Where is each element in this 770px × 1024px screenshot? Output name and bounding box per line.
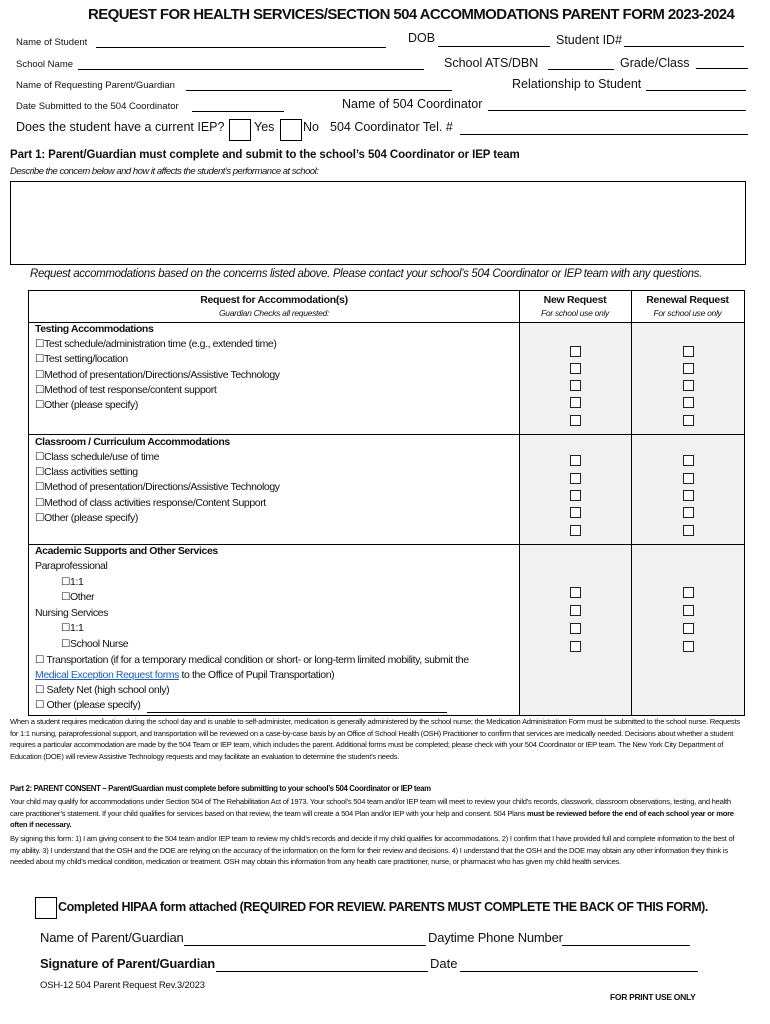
testing-heading: Testing Accommodations <box>35 323 154 335</box>
iep-yes-label: Yes <box>254 120 275 134</box>
new-request-checkbox[interactable] <box>570 363 581 374</box>
col-new-header: New Request <box>543 294 607 306</box>
testing-item[interactable]: ☐Test setting/location <box>35 353 128 365</box>
new-request-checkbox[interactable] <box>570 397 581 408</box>
school-use-shading <box>520 323 744 715</box>
hipaa-checkbox[interactable] <box>35 897 57 919</box>
new-request-checkbox[interactable] <box>570 415 581 426</box>
hipaa-label: Completed HIPAA form attached (REQUIRED FOR REVIEW. PARENTS MUST COMPLETE THE BACK OF THIS FORM). <box>58 900 708 914</box>
school-name-field[interactable] <box>78 69 424 70</box>
renewal-request-checkbox[interactable] <box>683 525 694 536</box>
new-request-checkbox[interactable] <box>570 507 581 518</box>
col-renewal-sub: For school use only <box>653 308 722 318</box>
new-request-checkbox[interactable] <box>570 641 581 652</box>
renewal-request-checkbox[interactable] <box>683 587 694 598</box>
nurse-1to1-option[interactable]: ☐1:1 <box>61 622 84 634</box>
school-ats-label: School ATS/DBN <box>444 56 539 70</box>
paraprofessional-label: Paraprofessional <box>35 560 108 572</box>
accommodation-table <box>28 290 745 716</box>
other-option[interactable]: ☐ Other (please specify) <box>35 699 141 711</box>
safety-net-option[interactable]: ☐ Safety Net (high school only) <box>35 684 170 696</box>
col-accommodation-header: Request for Accommodation(s) <box>200 294 348 306</box>
medication-note: When a student requires medication during the school day and is unable to self-administer, medication is generally administered by the school nurse; the Medication Administration Form must be submitted to the school nurse. Requests for 1:1 nursing, paraprofessional support, and transportation will be reviewed on a case-by-case basis by an Office of School Health (OSH) Practitioner to confirm that services are medically needed. Decisions about whether a student requires a particular accommodation are made by the 504 Team or IEP team, which includes the parent. Additional forms must be completed; please check with your 504 Coordinator or IEP team. The New York City Department of Education (DOE) will review Assistive Technology requests and may facilitate an evaluation to determine the student’s needs. <box>10 717 740 761</box>
parent-name-field[interactable] <box>186 90 452 91</box>
signature-field[interactable] <box>216 971 428 972</box>
transportation-end: to the Office of Pupil Transportation) <box>179 669 335 681</box>
classroom-item[interactable]: ☐Class schedule/use of time <box>35 451 160 463</box>
iep-question: Does the student have a current IEP? <box>16 120 225 134</box>
new-request-checkbox[interactable] <box>570 623 581 634</box>
parent-name-label: Name of Requesting Parent/Guardian <box>16 80 175 91</box>
student-id-field[interactable] <box>624 46 744 47</box>
iep-yes-checkbox[interactable] <box>229 119 251 141</box>
classroom-item[interactable]: ☐Class activities setting <box>35 466 138 478</box>
classroom-heading: Classroom / Curriculum Accommodations <box>35 436 230 448</box>
renewal-request-checkbox[interactable] <box>683 415 694 426</box>
para-other-option[interactable]: ☐Other <box>61 591 95 603</box>
dob-field[interactable] <box>438 46 550 47</box>
nursing-label: Nursing Services <box>35 607 108 619</box>
col-new-sub: For school use only <box>540 308 609 318</box>
transportation-option[interactable]: ☐ Transportation (if for a temporary medical condition or short- or long-term limited mobility, submit the <box>35 654 469 666</box>
student-id-label: Student ID# <box>556 33 623 47</box>
medical-exception-link[interactable]: Medical Exception Request forms <box>35 669 180 681</box>
iep-no-checkbox[interactable] <box>280 119 302 141</box>
part1-instruction: Describe the concern below and how it affects the student’s performance at school: <box>10 166 319 177</box>
signature-label: Signature of Parent/Guardian <box>40 956 215 971</box>
phone-field[interactable] <box>562 945 690 946</box>
date-submitted-field[interactable] <box>192 111 284 112</box>
renewal-request-checkbox[interactable] <box>683 641 694 652</box>
new-request-checkbox[interactable] <box>570 473 581 484</box>
part2-heading: Part 2: PARENT CONSENT – Parent/Guardian must complete before submitting to your school’s 504 Coordinator or IEP team <box>10 784 431 793</box>
new-request-checkbox[interactable] <box>570 525 581 536</box>
para-1to1-option[interactable]: ☐1:1 <box>61 576 84 588</box>
date-label: Date <box>430 956 458 971</box>
renewal-request-checkbox[interactable] <box>683 623 694 634</box>
classroom-item[interactable]: ☐Method of class activities response/Content Support <box>35 497 266 509</box>
part2-paragraph2: By signing this form: 1) I am giving consent to the 504 team and/or IEP team to review my child’s records and decide if my child qualifies for accommodations. 2) I confirm that I have provided full and complete information to the best of my ability. 3) I understand that the OSH and the DOE are relying on the accuracy of the information on the form for their review and decisions. 4) I understand that the OSH and the DOE may obtain any other information they think is needed about my child’s medical condition, medication or treatment. OSH may obtain this information from any health care practitioner, nurse, or pharmacist who has given my child health services. <box>10 834 735 867</box>
academic-heading: Academic Supports and Other Services <box>35 545 218 557</box>
form-title: REQUEST FOR HEALTH SERVICES/SECTION 504 ACCOMMODATIONS PARENT FORM 2023-2024 <box>88 6 735 23</box>
school-ats-field[interactable] <box>548 69 614 70</box>
renewal-request-checkbox[interactable] <box>683 507 694 518</box>
renewal-request-checkbox[interactable] <box>683 455 694 466</box>
grade-class-field[interactable] <box>696 68 748 69</box>
iep-no-label: No <box>303 120 319 134</box>
concern-textarea[interactable] <box>10 181 746 265</box>
new-request-checkbox[interactable] <box>570 346 581 357</box>
new-request-checkbox[interactable] <box>570 605 581 616</box>
other-specify-field[interactable] <box>147 712 447 713</box>
parent-name-sign-label: Name of Parent/Guardian <box>40 930 184 945</box>
testing-item[interactable]: ☐Method of test response/content support <box>35 384 217 396</box>
table-column-divider <box>631 291 632 715</box>
renewal-request-checkbox[interactable] <box>683 473 694 484</box>
parent-name-sign-field[interactable] <box>184 945 426 946</box>
coordinator-name-field[interactable] <box>488 110 746 111</box>
table-row-divider <box>29 434 744 435</box>
new-request-checkbox[interactable] <box>570 587 581 598</box>
renewal-request-checkbox[interactable] <box>683 363 694 374</box>
relationship-label: Relationship to Student <box>512 77 642 91</box>
new-request-checkbox[interactable] <box>570 455 581 466</box>
testing-item[interactable]: ☐Other (please specify) <box>35 399 138 411</box>
student-name-label: Name of Student <box>16 37 88 48</box>
renewal-request-checkbox[interactable] <box>683 490 694 501</box>
student-name-field[interactable] <box>96 47 386 48</box>
coordinator-tel-label: 504 Coordinator Tel. # <box>330 120 453 134</box>
school-name-label: School Name <box>16 59 74 70</box>
new-request-checkbox[interactable] <box>570 490 581 501</box>
date-field[interactable] <box>460 971 698 972</box>
testing-item[interactable]: ☐Test schedule/administration time (e.g., extended time) <box>35 338 277 350</box>
col-accommodation-sub: Guardian Checks all requested: <box>218 308 330 318</box>
school-nurse-option[interactable]: ☐School Nurse <box>61 638 129 650</box>
renewal-request-checkbox[interactable] <box>683 397 694 408</box>
renewal-request-checkbox[interactable] <box>683 346 694 357</box>
renewal-request-checkbox[interactable] <box>683 380 694 391</box>
classroom-item[interactable]: ☐Method of presentation/Directions/Assistive Technology <box>35 481 280 493</box>
request-note: Request accommodations based on the concerns listed above. Please contact your school’s 504 Coordinator or IEP team with any questions. <box>30 268 702 280</box>
testing-item[interactable]: ☐Method of presentation/Directions/Assistive Technology <box>35 369 280 381</box>
table-column-divider <box>519 291 520 715</box>
grade-class-label: Grade/Class <box>620 56 690 70</box>
new-request-checkbox[interactable] <box>570 380 581 391</box>
dob-label: DOB <box>408 31 436 45</box>
classroom-item[interactable]: ☐Other (please specify) <box>35 512 138 524</box>
date-submitted-label: Date Submitted to the 504 Coordinator <box>16 101 179 112</box>
phone-label: Daytime Phone Number <box>428 930 563 945</box>
print-use-label: FOR PRINT USE ONLY <box>610 992 696 1002</box>
revision-label: OSH-12 504 Parent Request Rev.3/2023 <box>40 980 205 991</box>
relationship-field[interactable] <box>646 90 746 91</box>
coordinator-name-label: Name of 504 Coordinator <box>342 97 483 111</box>
coordinator-tel-field[interactable] <box>460 134 748 135</box>
part1-heading: Part 1: Parent/Guardian must complete and submit to the school’s 504 Coordinator or IEP team <box>10 149 520 161</box>
part2-paragraph1: Your child may qualify for accommodations under Section 504 of The Rehabilitation Act of 1973. Your school’s 504 team and/or IEP team will meet to review your child’s records, classwork, classroom observations, testing, and health care practitioner’s statement. If your child qualifies for services based on that review, the team will create a 504 Plan and/or IEP with your help and consent. 504 Plans must be reviewed before the end of each school year or more often if necessary. <box>10 797 734 830</box>
col-renewal-header: Renewal Request <box>646 294 729 306</box>
renewal-request-checkbox[interactable] <box>683 605 694 616</box>
